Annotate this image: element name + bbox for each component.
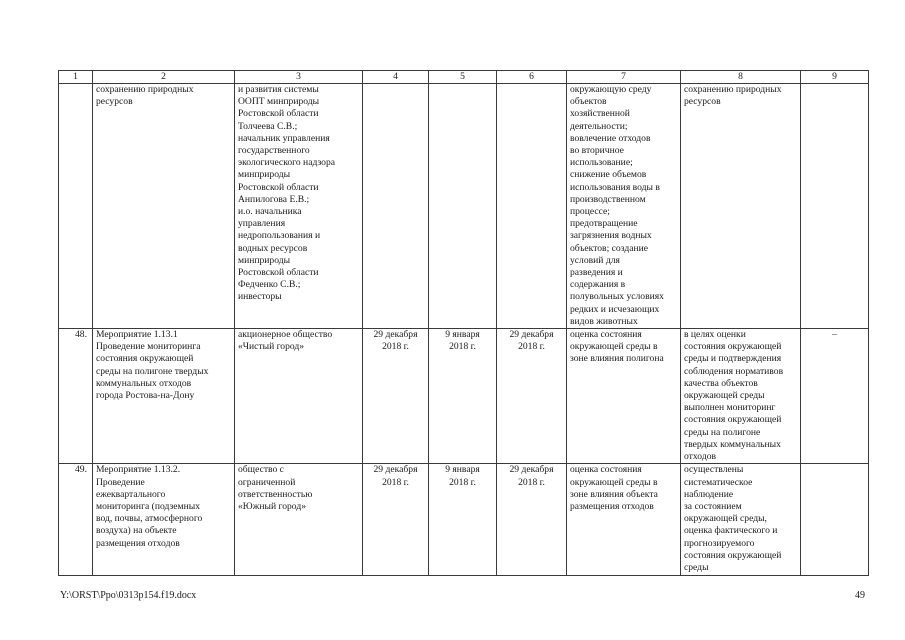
cell-notes [801,84,869,329]
cell-actual-result [681,84,801,329]
cell-notes [801,464,869,576]
cell-event [93,84,235,329]
row-number-cell [59,464,93,576]
cell-actual-result [681,329,801,464]
column-header: 5 [429,71,497,84]
row-number-cell [59,329,93,464]
column-numbers-row [59,71,869,84]
row-number: 48. [75,329,87,341]
cell-start-date [429,464,497,576]
cell-planned-date [363,84,429,329]
cell-text: сохранению природных ресурсов [684,84,782,108]
cell-text: акционерное общество «Чистый город» [238,329,333,353]
cell-expected-result [567,329,681,464]
cell-text: и развития системы ООПТ минприроды Ростовской области Толчеева С.В.; начальник управления государственного экологического надзора минприроды Ростовской области Анпилогова Е.В.; и.о. начальника управления недропользования и водных ресурсов минприроды Ростовской области Федченко С.В.; инвесторы [238,84,336,303]
column-header: 7 [567,71,681,84]
report-table [58,70,869,576]
column-header: 9 [801,71,869,84]
cell-start-date [429,84,497,329]
cell-actual-result [681,464,801,576]
cell-planned-date [363,329,429,464]
cell-text: окружающую среду объектов хозяйственной деятельности; вовлечение отходов во вторичное использование; снижение объемов использования воды в производственном процессе; предотвращение загрязнения водных объектов; создание условий для разведения и содержания в полувольных условиях редких и исчезающих видов животных [570,84,664,327]
cell-text: 29 декабря 2018 г. [509,329,554,353]
cell-responsible [235,464,363,576]
cell-event [93,464,235,576]
column-header: 1 [59,71,93,84]
cell-text: 29 декабря 2018 г. [509,464,554,488]
table-row [59,464,869,576]
row-number: 49. [75,464,87,476]
cell-text: – [832,329,837,341]
cell-text: оценка состояния окружающей среды в зоне влияния полигона [570,329,664,365]
cell-text: оценка состояния окружающей среды в зоне влияния объекта размещения отходов [570,464,658,512]
cell-responsible [235,84,363,329]
cell-text: 9 января 2018 г. [445,464,480,488]
cell-planned-date [363,464,429,576]
cell-text: в целях оценки состояния окружающей среды и подтверждения соблюдения нормативов качества объектов окружающей среды выполнен мониторинг состояния окружающей среды на полигоне твердых коммунальных отходов [684,329,784,463]
footer-file-path: Y:\ORST\Ppo\0313p154.f19.docx [60,590,197,601]
cell-expected-result [567,84,681,329]
cell-text: 29 декабря 2018 г. [373,329,418,353]
cell-end-date [497,464,567,576]
column-header: 4 [363,71,429,84]
column-header: 6 [497,71,567,84]
cell-text: Мероприятие 1.13.2. Проведение ежеквартального мониторинга (подземных вод, почвы, атмосферного воздуха) на объекте размещения отходов [96,464,203,549]
cell-text: 9 января 2018 г. [445,329,480,353]
column-header: 2 [93,71,235,84]
table-row-continuation [59,84,869,329]
cell-text: 29 декабря 2018 г. [373,464,418,488]
cell-text: осуществлены систематическое наблюдение за состоянием окружающей среды, оценка фактического и прогнозируемого состояния окружающей среды [684,464,782,573]
cell-end-date [497,84,567,329]
cell-text: сохранению природных ресурсов [96,84,194,108]
cell-expected-result [567,464,681,576]
cell-text: общество с ограниченной ответственностью «Южный город» [238,464,313,512]
cell-end-date [497,329,567,464]
footer-page-number: 49 [855,590,865,601]
row-number-cell [59,84,93,329]
cell-notes [801,329,869,464]
cell-event [93,329,235,464]
cell-text: Мероприятие 1.13.1 Проведение мониторинга состояния окружающей среды на полигоне твердых коммунальных отходов города Ростова-на-Дону [96,329,209,402]
cell-responsible [235,329,363,464]
column-header: 8 [681,71,801,84]
column-header: 3 [235,71,363,84]
table-row [59,329,869,464]
cell-start-date [429,329,497,464]
